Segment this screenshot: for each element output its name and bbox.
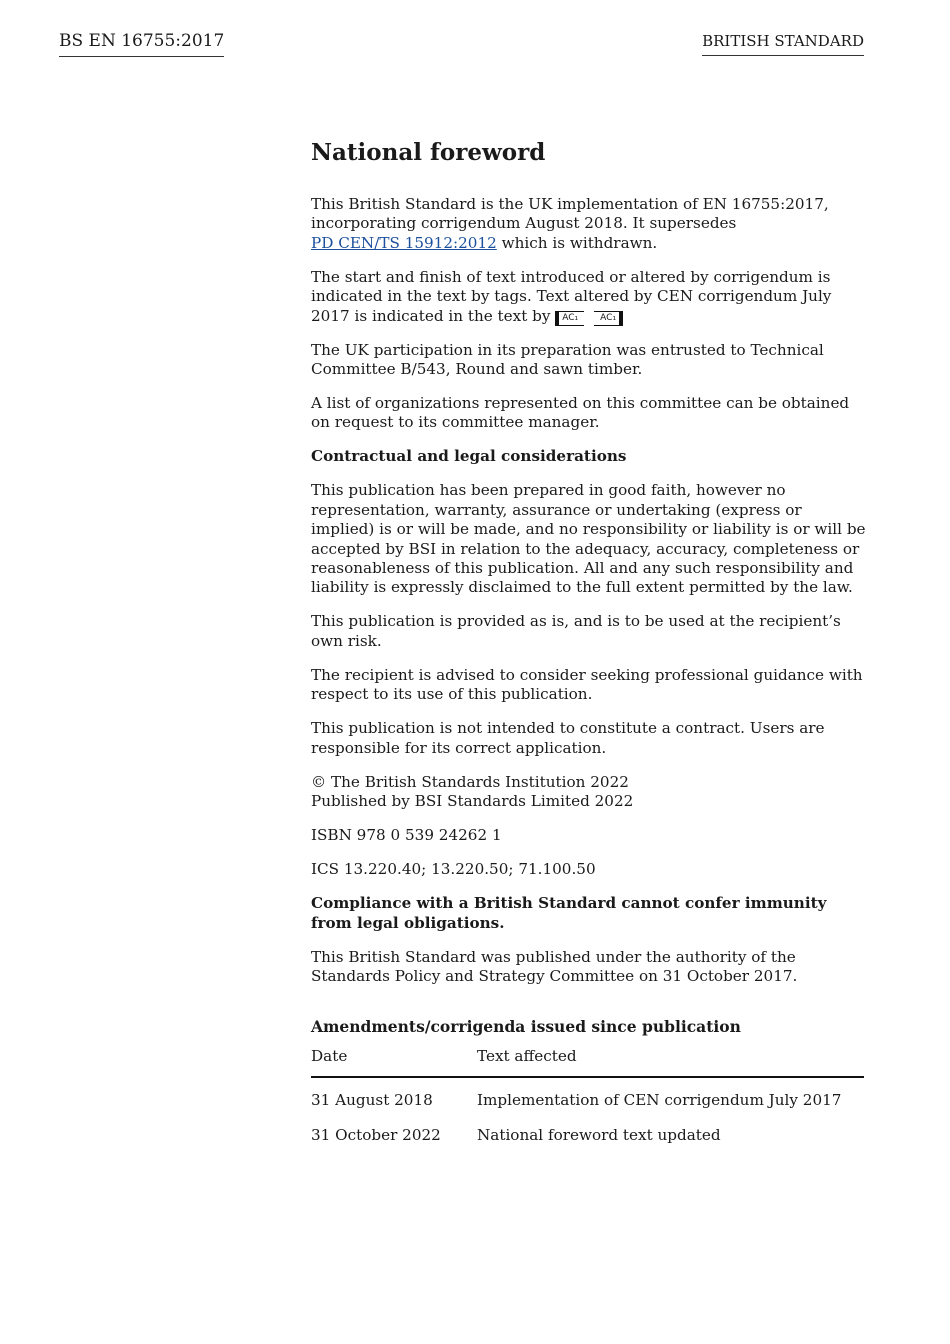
published-by-line: Published by BSI Standards Limited 2022 [311, 792, 634, 811]
contractual-paragraph-3: The recipient is advised to consider seeking professional guidance with respect to its use of this publication. [311, 665, 863, 704]
ics-line: ICS 13.220.40; 13.220.50; 71.100.50 [311, 860, 596, 879]
amendment-description: Implementation of CEN corrigendum July 2017 [477, 1091, 842, 1110]
page-title: National foreword [311, 139, 546, 166]
intro-paragraph-3: The UK participation in its preparation was entrusted to Technical Committee B/543, Round and sawn timber. [311, 340, 824, 379]
intro-paragraph-4: A list of organizations represented on this committee can be obtained on request to its committee manager. [311, 394, 850, 432]
intro-text-tail: which is withdrawn. [501, 233, 658, 252]
amendment-description: National foreword text updated [477, 1126, 721, 1145]
contractual-paragraph-2: This publication is provided as is, and is to be used at the recipient’s own risk. [311, 612, 841, 650]
corrigendum-text: The start and finish of text introduced or altered by corrigendum is indicated in the text by tags. Text altered by CEN corrigendum July 2017 is indicated in the text by [311, 267, 832, 325]
copyright-block [311, 773, 866, 812]
contractual-paragraph-4: This publication is not intended to constitute a contract. Users are responsible for its correct application. [311, 719, 825, 757]
main-content [311, 138, 866, 1148]
column-header-text-affected: Text affected [477, 1047, 864, 1077]
intro-paragraph-1 [311, 195, 866, 253]
ac1-close-tag-icon: AC₁ [594, 311, 623, 326]
publisher-label: BRITISH STANDARD [702, 32, 864, 56]
table-row [311, 1113, 864, 1148]
column-header-date: Date [311, 1047, 477, 1077]
table-row [311, 1077, 864, 1113]
contractual-heading: Contractual and legal considerations [311, 447, 627, 466]
contractual-paragraph-1: This publication has been prepared in good faith, however no representation, warranty, assurance or undertaking (express or implied) is or will be made, and no responsibility or liability is or will be accepted by BSI in relation to the adequacy, accuracy, completeness or reasonableness of this publication. All and any such responsibility and liability is expressly disclaimed to the full extent permitted by the law. [311, 481, 866, 597]
amendments-heading: Amendments/corrigenda issued since publication [311, 1017, 741, 1037]
amendment-date: 31 August 2018 [311, 1091, 433, 1110]
intro-paragraph-2 [311, 268, 866, 326]
intro-text: This British Standard is the UK implementation of EN 16755:2017, incorporating corrigendum August 2018. It supersedes [311, 195, 829, 233]
amendments-header-row [311, 1047, 864, 1077]
ac1-open-tag-icon: AC₁ [555, 311, 584, 326]
superseded-standard-link[interactable]: PD CEN/TS 15912:2012 [311, 233, 497, 252]
amendments-table [311, 1047, 864, 1148]
document-number: BS EN 16755:2017 [59, 31, 224, 57]
amendment-date: 31 October 2022 [311, 1126, 441, 1145]
copyright-line: © The British Standards Institution 2022 [311, 772, 629, 791]
isbn-line: ISBN 978 0 539 24262 1 [311, 826, 502, 845]
compliance-heading: Compliance with a British Standard cannot confer immunity from legal obligations. [311, 894, 827, 932]
compliance-paragraph: This British Standard was published under the authority of the Standards Policy and Strategy Committee on 31 October 2017. [311, 947, 798, 985]
